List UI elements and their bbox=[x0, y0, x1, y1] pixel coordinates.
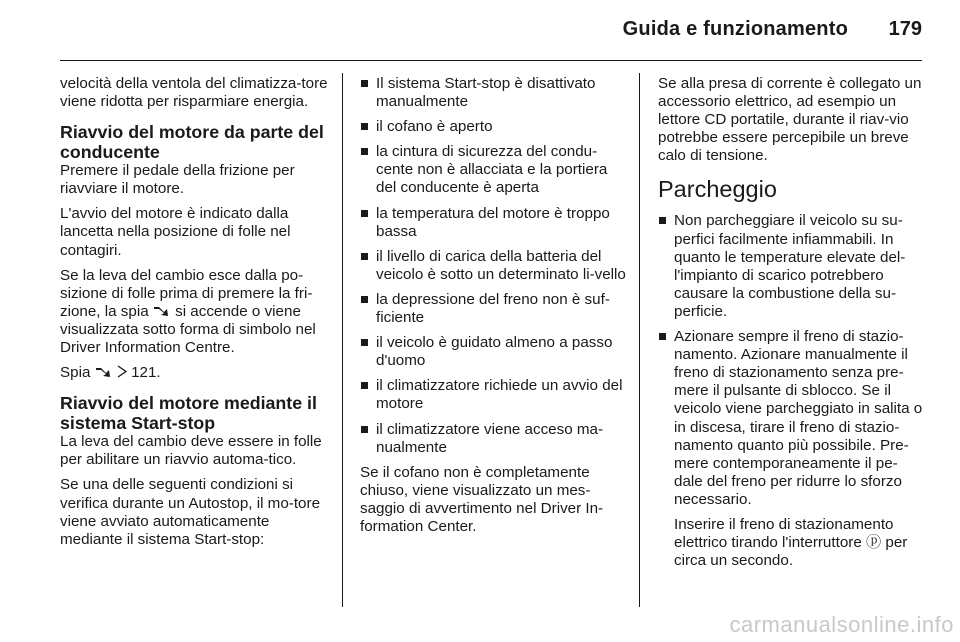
paragraph: L'avvio del motore è indicato dalla lancetta nella posizione di folle nel contagiri. bbox=[60, 205, 291, 259]
list-item: Il sistema Start-stop è disattivato manualmente bbox=[360, 75, 626, 111]
list-item: il cofano è aperto bbox=[360, 118, 626, 136]
paragraph-parking-brake bbox=[658, 516, 924, 570]
column-1 bbox=[60, 75, 328, 556]
list-item: il climatizzatore viene acceso ma-nualmente bbox=[360, 421, 626, 457]
column-2 bbox=[360, 75, 626, 543]
parking-list bbox=[658, 212, 924, 509]
section-title: Guida e funzionamento bbox=[622, 18, 848, 40]
watermark: carmanualsonline.info bbox=[729, 612, 954, 637]
parking-brake-icon: ⓟ bbox=[866, 534, 882, 552]
page-header bbox=[0, 0, 960, 58]
text: per circa un secondo. bbox=[674, 534, 908, 570]
paragraph: Se alla presa di corrente è collegato un accessorio elettrico, ad esempio un lettore CD portatile, durante il riav-vio potrebbe essere percepibile un breve calo di tensione. bbox=[658, 75, 922, 165]
reference-arrow-icon[interactable] bbox=[117, 364, 127, 381]
text: Spia bbox=[60, 364, 95, 382]
paragraph-intro: velocità della ventola del climatizza-tore viene ridotta per risparmiare energia. bbox=[60, 75, 328, 111]
paragraph: Premere il pedale della frizione per riavviare il motore. bbox=[60, 162, 295, 198]
list-item: Non parcheggiare il veicolo su su-perfici facilmente infiammabili. In quanto le temperature elevate del-l'impianto di scarico potrebbero causare la combustione della su-perficie. bbox=[658, 212, 924, 321]
heading-restart-by-system: Riavvio del motore mediante il sistema Start-stop bbox=[60, 393, 317, 433]
column-divider-2 bbox=[639, 73, 640, 607]
list-item: Azionare sempre il freno di stazio-namento. Azionare manualmente il freno di stazionamento senza pre-mere il pulsante di sblocco. Se il veicolo viene parcheggiato in salita o in discesa, tirare il freno di stazio-namento quanto più possibile. Pre-mere contemporaneamente il pe-dale del freno per ridurre lo sforzo necessario. bbox=[658, 328, 924, 509]
column-3 bbox=[658, 75, 924, 577]
paragraph: Se una delle seguenti condizioni si verifica durante un Autostop, il mo-tore viene avviato automaticamente mediante il sistema Start-stop: bbox=[60, 476, 321, 548]
heading-parking: Parcheggio bbox=[658, 176, 777, 203]
page-number: 179 bbox=[888, 18, 922, 40]
page-reference: 121. bbox=[126, 364, 161, 382]
text: si accende o viene visualizzata sotto forma di simbolo nel Driver Information Centre. bbox=[60, 302, 316, 357]
list-item: la depressione del freno non è suf-ficiente bbox=[360, 291, 626, 327]
header-divider bbox=[60, 60, 922, 61]
list-item: il veicolo è guidato almeno a passo d'uomo bbox=[360, 334, 626, 370]
paragraph-reference bbox=[60, 364, 328, 382]
column-divider-1 bbox=[342, 73, 343, 607]
condition-list bbox=[360, 75, 626, 457]
paragraph: Se il cofano non è completamente chiuso, viene visualizzato un mes-saggio di avvertimento nel Driver In-formation Center. bbox=[360, 463, 604, 535]
heading-restart-by-driver: Riavvio del motore da parte del conducente bbox=[60, 122, 324, 162]
paragraph-warning-light bbox=[60, 267, 328, 357]
list-item: il climatizzatore richiede un avvio del motore bbox=[360, 377, 626, 413]
arrow-symbol-icon bbox=[153, 303, 171, 320]
text: Se la leva del cambio esce dalla po-sizione di folle prima di premere la fri-zione, la spia bbox=[60, 266, 313, 320]
list-item: la cintura di sicurezza del condu-cente non è allacciata e la portiera del conducente è aperta bbox=[360, 143, 626, 197]
list-item: la temperatura del motore è troppo bassa bbox=[360, 205, 626, 241]
paragraph: La leva del cambio deve essere in folle per abilitare un riavvio automa-tico. bbox=[60, 433, 322, 469]
arrow-symbol-icon bbox=[95, 364, 113, 381]
text: Inserire il freno di stazionamento elettrico tirando l'interruttore bbox=[674, 515, 894, 552]
list-item: il livello di carica della batteria del veicolo è sotto un determinato li-vello bbox=[360, 248, 626, 284]
